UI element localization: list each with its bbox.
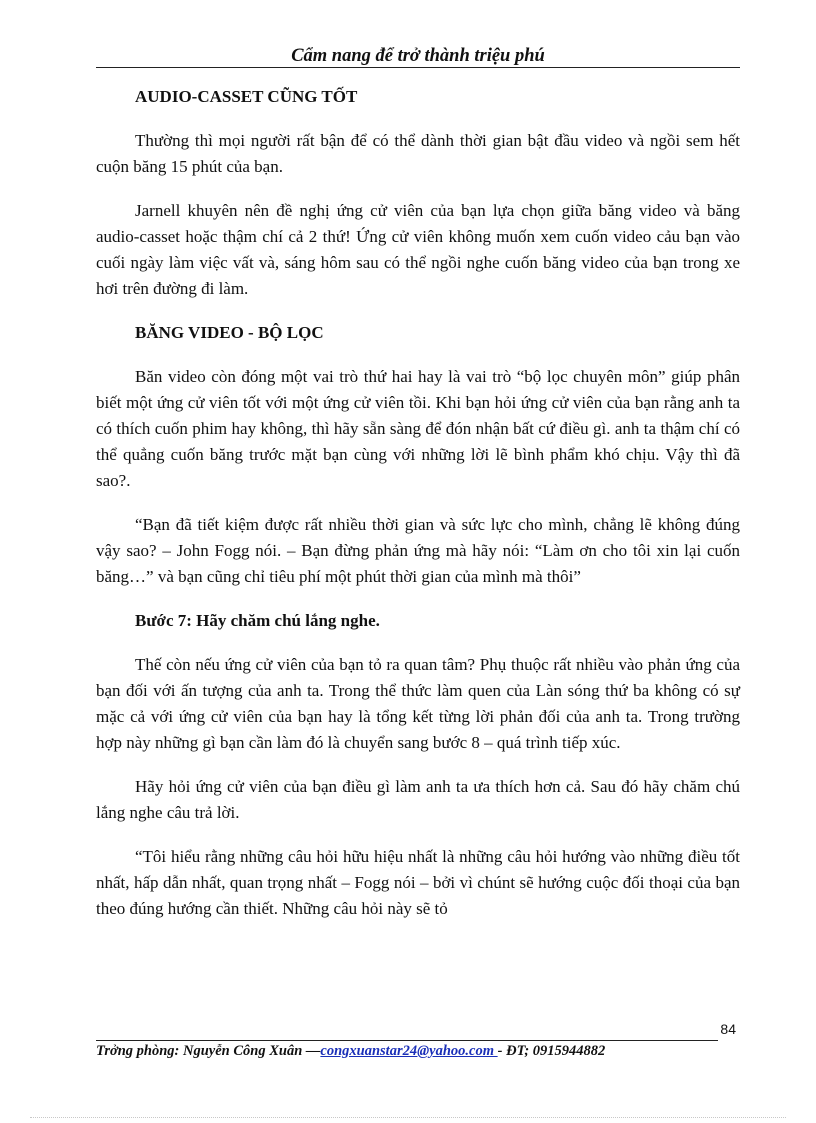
paragraph-3: Băn video còn đóng một vai trò thứ hai hay là vai trò “bộ lọc chuyên môn” giúp phân biết một ứng cử viên tốt với một ứng cử viên tồi. Khi bạn hỏi ứng cử viên của bạn rằng anh ta có thích cuốn phim hay không, thì hãy sẵn sàng để đón nhận bất cứ điều gì. anh ta thậm chí có thể quẳng cuốn băng trước mặt bạn cùng với những lời lẽ bình phẩm khó chịu. Vậy thì đã sao?. xyxy=(96,367,740,490)
footer-rule xyxy=(96,1040,718,1041)
paragraph-6: Hãy hỏi ứng cử viên của bạn điều gì làm anh ta ưa thích hơn cả. Sau đó hãy chăm chú lắng nghe câu trả lời. xyxy=(96,777,740,822)
page-bottom-divider xyxy=(30,1117,786,1118)
paragraph-5: Thế còn nếu ứng cử viên của bạn tỏ ra quan tâm? Phụ thuộc rất nhiều vào phản ứng của bạn đối với ấn tượng của anh ta. Trong thể thức làm quen của Làn sóng thứ ba không có sự mặc cả với ứng cử viên của bạn hay là tổng kết từng lời phản đối của anh ta. Trong trường hợp này những gì bạn cần làm đó là chuyển sang bước 8 – quá trình tiếp xúc. xyxy=(96,655,740,752)
heading-audio-casset: AUDIO-CASSET CŨNG TỐT xyxy=(135,87,358,106)
paragraph-7: “Tôi hiểu rằng những câu hỏi hữu hiệu nhất là những câu hỏi hướng vào những điều tốt nhất, hấp dẫn nhất, quan trọng nhất – Fogg nói – bởi vì chúnt sẽ hướng cuộc đối thoại của bạn theo đúng hướng cần thiết. Những câu hỏi này sẽ tỏ xyxy=(96,847,740,918)
footer-author: Trởng phòng: Nguyễn Công Xuân — xyxy=(96,1043,321,1059)
footer-phone: - ĐT; 0915944882 xyxy=(497,1043,606,1059)
footer-email-link[interactable]: congxuanstar24@yahoo.com xyxy=(320,1043,498,1059)
body-text xyxy=(96,84,740,940)
header-title: Cẩm nang để trở thành triệu phú xyxy=(291,46,545,66)
footer xyxy=(96,1043,740,1060)
paragraph-2: Jarnell khuyên nên đề nghị ứng cử viên của bạn lựa chọn giữa băng video và băng audio-casset hoặc thậm chí cả 2 thứ! Ứng cử viên không muốn xem cuốn video cảu bạn vào cuối ngày làm việc vất và, sáng hôm sau có thể ngồi nghe cuốn băng video của bạn trong xe hơi trên đường đi làm. xyxy=(96,201,740,298)
page-number: 84 xyxy=(720,1021,736,1037)
heading-bang-video: BĂNG VIDEO - BỘ LỌC xyxy=(135,323,324,342)
paragraph-4: “Bạn đã tiết kiệm được rất nhiều thời gian và sức lực cho mình, chẳng lẽ không đúng vậy sao? – John Fogg nói. – Bạn đừng phản ứng mà hãy nói: “Làm ơn cho tôi xin lại cuốn băng…” và bạn cũng chỉ tiêu phí một phút thời gian của mình mà thôi” xyxy=(96,515,740,586)
heading-buoc-7: Bước 7: Hãy chăm chú lắng nghe. xyxy=(135,611,380,630)
paragraph-1: Thường thì mọi người rất bận để có thể dành thời gian bật đầu video và ngồi sem hết cuộn băng 15 phút của bạn. xyxy=(96,131,740,176)
header-rule xyxy=(96,67,740,68)
